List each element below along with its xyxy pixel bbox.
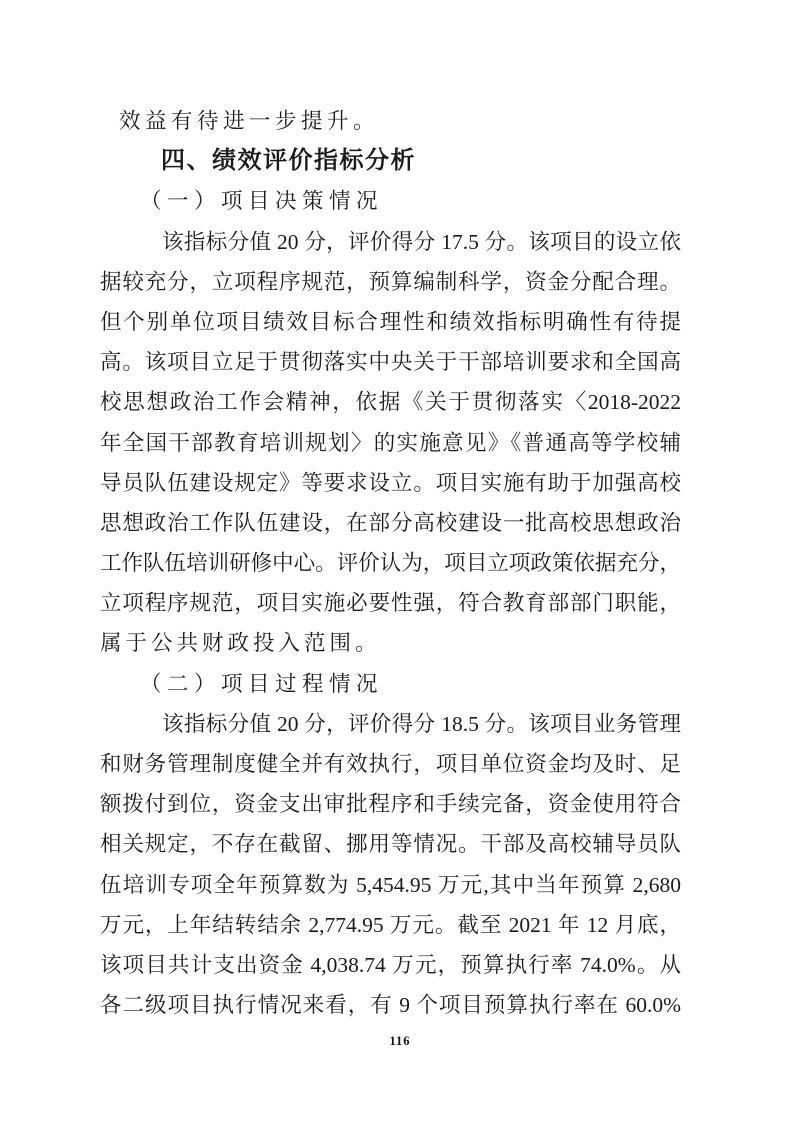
- paragraph-line: 和财务管理制度健全并有效执行，项目单位资金均及时、足: [100, 752, 681, 776]
- section-heading: 四、绩效评价指标分析: [161, 147, 416, 175]
- paragraph-line: 伍培训专项全年预算数为 5,454.95 万元,其中当年预算 2,680: [100, 872, 681, 897]
- document-body: [100, 101, 681, 1025]
- paragraph-line: 年全国干部教育培训规划〉的实施意见》《普通高等学校辅: [100, 430, 681, 455]
- paragraph-line: 额拨付到位，资金支出审批程序和手续完备，资金使用符合: [100, 792, 681, 817]
- paragraph-line: 但个别单位项目绩效目标合理性和绩效指标明确性有待提: [100, 309, 681, 334]
- paragraph-line: 相关规定，不存在截留、挪用等情况。干部及高校辅导员队: [100, 832, 681, 857]
- paragraph-line: 思想政治工作队伍建设，在部分高校建设一批高校思想政治: [100, 510, 681, 535]
- paragraph-line: 立项程序规范，项目实施必要性强，符合教育部部门职能，: [100, 591, 681, 616]
- paragraph-line: 万元，上年结转结余 2,774.95 万元。截至 2021 年 12 月底，: [100, 912, 681, 937]
- paragraph-line: 属于公共财政投入范围。: [100, 631, 381, 656]
- paragraph-line: 效益有待进一步提升。: [119, 109, 380, 133]
- paragraph-line: 该指标分值 20 分，评价得分 17.5 分。该项目的设立依: [162, 229, 681, 254]
- paragraph-line: 高。该项目立足于贯彻落实中央关于干部培训要求和全国高: [100, 350, 681, 375]
- subsection-heading: （二）项目过程情况: [140, 671, 384, 696]
- paragraph-line: 工作队伍培训研修中心。评价认为，项目立项政策依据充分，: [100, 551, 681, 576]
- paragraph-line: 该指标分值 20 分，评价得分 18.5 分。该项目业务管理: [162, 711, 681, 736]
- page-number: 116: [389, 1034, 411, 1048]
- paragraph-line: 各二级项目执行情况来看，有 9 个项目预算执行率在 60.0%: [100, 993, 681, 1018]
- paragraph-line: 据较充分，立项程序规范，预算编制科学，资金分配合理。: [100, 269, 681, 294]
- paragraph-line: 该项目共计支出资金 4,038.74 万元，预算执行率 74.0%。从: [100, 952, 681, 977]
- subsection-heading: （一）项目决策情况: [140, 189, 384, 214]
- paragraph-line: 导员队伍建设规定》等要求设立。项目实施有助于加强高校: [100, 470, 681, 495]
- paragraph-line: 校思想政治工作会精神，依据《关于贯彻落实〈2018-2022: [100, 390, 681, 415]
